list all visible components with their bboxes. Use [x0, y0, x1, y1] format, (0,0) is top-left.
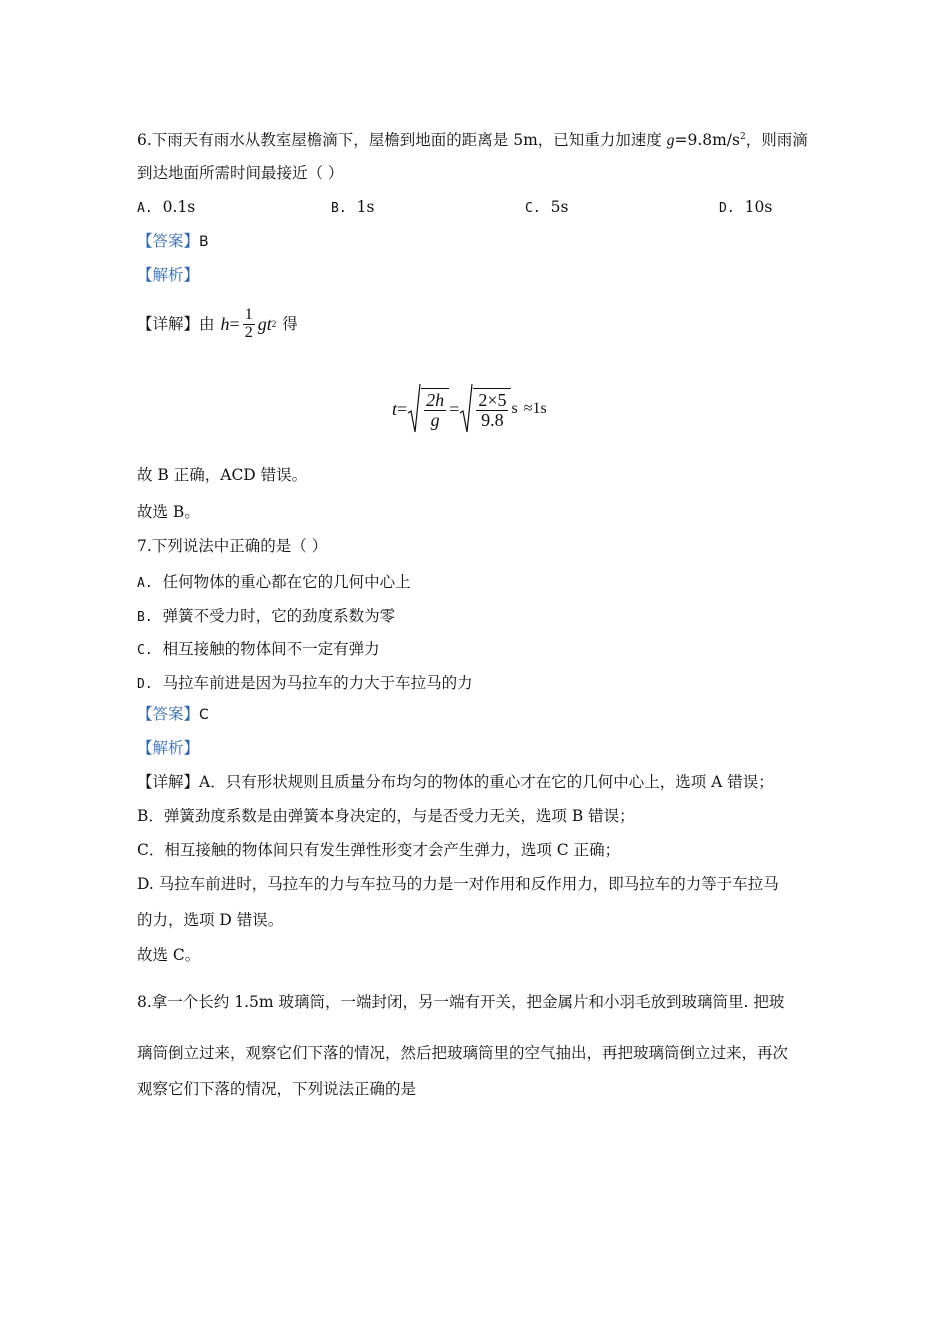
formula2-fraction1 — [421, 388, 449, 430]
formula1-fraction — [243, 307, 255, 342]
q6-answer-tag: 【答案】 — [137, 232, 200, 250]
formula2-numerator1: 2h — [426, 390, 445, 411]
q6-detail-post: 得 — [282, 315, 298, 333]
q6-stem-text-a: 6.下雨天有雨水从教室屋檐滴下，屋檐到地面的距离是 5m，已知重力加速度 — [137, 131, 667, 149]
q6-stem-text-b: =9.8m/s — [674, 131, 740, 149]
q6-option-d-text: 10s — [744, 198, 773, 216]
formula2-fraction2 — [473, 388, 511, 430]
q6-stem-text-c: ，则雨滴 — [745, 131, 808, 149]
formula1-eq: = — [229, 314, 240, 334]
q7-detail-line2: B．弹簧劲度系数是由弹簧本身决定的，与是否受力无关，选项 B 错误； — [137, 807, 635, 825]
q6-detail-tag: 【详解】 — [137, 315, 200, 333]
q6-option-a-text: 0.1s — [162, 198, 196, 216]
formula2-numerator2: 2×5 — [478, 390, 507, 411]
q6-answer — [137, 231, 209, 252]
q7-detail-line3: C．相互接触的物体间只有发生弹性形变才会产生弹力，选项 C 正确； — [137, 841, 621, 859]
q6-option-d-key: D. — [719, 201, 735, 216]
q6-option-b-text: 1s — [356, 198, 375, 216]
q7-option-d-text: 马拉车前进是因为马拉车的力大于车拉马的力 — [162, 674, 473, 692]
sqrt-symbol-1 — [407, 383, 421, 435]
q6-option-c — [525, 198, 568, 216]
q7-option-d — [137, 671, 473, 693]
q8-stem-line3: 观察它们下落的情况，下列说法正确的是 — [137, 1080, 417, 1098]
q6-formula-time — [392, 383, 547, 435]
q6-detail-pre: 由 — [199, 315, 215, 333]
formula1-numerator: 1 — [244, 305, 253, 323]
q7-option-c-text: 相互接触的物体间不一定有弹力 — [162, 640, 380, 658]
formula2-t: t — [392, 398, 398, 419]
q7-option-d-key: D. — [137, 677, 153, 692]
q8-stem-line1: 8.拿一个长约 1.5m 玻璃筒，一端封闭，另一端有开关，把金属片和小羽毛放到玻璃筒里. 把玻 — [137, 993, 785, 1011]
q7-analysis — [137, 738, 199, 758]
q6-stem-line2: 到达地面所需时间最接近（ ） — [137, 164, 344, 182]
q7-answer — [137, 704, 209, 725]
q6-stem-line1 — [137, 127, 808, 151]
q7-detail-line5: 的力，选项 D 错误。 — [137, 911, 284, 929]
q7-detail-tag: 【详解】 — [137, 773, 200, 791]
q6-analysis — [137, 265, 199, 285]
q6-option-b — [331, 198, 374, 216]
q7-detail-line4: D. 马拉车前进时，马拉车的力与车拉马的力是一对作用和反作用力，即马拉车的力等于车拉马 — [137, 875, 779, 893]
q7-option-c — [137, 637, 380, 659]
q6-formula-free-fall — [221, 307, 277, 342]
sqrt-symbol-2 — [459, 383, 473, 435]
q6-stem-superscript: 2 — [739, 132, 746, 142]
formula1-h: h — [220, 314, 230, 334]
q7-analysis-tag: 【解析】 — [137, 739, 200, 757]
formula1-t: t — [266, 314, 272, 334]
formula2-unit: s — [511, 400, 518, 417]
q7-answer-value: C — [199, 707, 209, 723]
q6-option-c-text: 5s — [550, 198, 569, 216]
q7-answer-tag: 【答案】 — [137, 705, 200, 723]
q6-option-a — [137, 198, 195, 216]
q6-option-a-key: A. — [137, 201, 153, 216]
q7-conclusion: 故选 C。 — [137, 946, 201, 964]
formula2-denominator2: 9.8 — [481, 410, 504, 430]
q6-conclusion2: 故选 B。 — [137, 503, 200, 521]
q6-analysis-tag: 【解析】 — [137, 266, 200, 284]
q7-option-a — [137, 570, 411, 592]
q6-g-variable: g — [666, 132, 675, 149]
q6-option-c-key: C. — [525, 201, 541, 216]
q7-option-b-text: 弹簧不受力时，它的劲度系数为零 — [162, 607, 396, 625]
q6-option-d — [719, 198, 772, 216]
formula2-eq1: = — [397, 398, 408, 419]
q6-option-b-key: B. — [331, 201, 347, 216]
q6-conclusion1: 故 B 正确，ACD 错误。 — [137, 466, 308, 484]
q6-detail — [137, 302, 298, 346]
q7-option-b — [137, 604, 395, 626]
formula1-g: g — [257, 314, 267, 334]
formula2-eq2: = — [449, 398, 460, 419]
q7-detail-text-1: A．只有形状规则且质量分布均匀的物体的重心才在它的几何中心上，选项 A 错误； — [199, 773, 774, 791]
q7-option-b-key: B. — [137, 610, 153, 625]
formula1-denominator: 2 — [244, 323, 253, 341]
q6-answer-value: B — [199, 234, 209, 250]
q7-detail-line1 — [137, 772, 774, 792]
formula2-denominator1: g — [430, 410, 440, 430]
q7-option-a-key: A. — [137, 576, 153, 591]
q8-stem-line2: 璃筒倒立过来，观察它们下落的情况，然后把玻璃筒里的空气抽出，再把玻璃筒倒立过来，再次 — [137, 1044, 789, 1062]
q7-option-a-text: 任何物体的重心都在它的几何中心上 — [162, 573, 411, 591]
formula2-approx: ≈1s — [523, 400, 547, 417]
formula1-exponent: 2 — [271, 319, 277, 329]
q7-option-c-key: C. — [137, 643, 153, 658]
q7-stem: 7.下列说法中正确的是（ ） — [137, 537, 328, 555]
